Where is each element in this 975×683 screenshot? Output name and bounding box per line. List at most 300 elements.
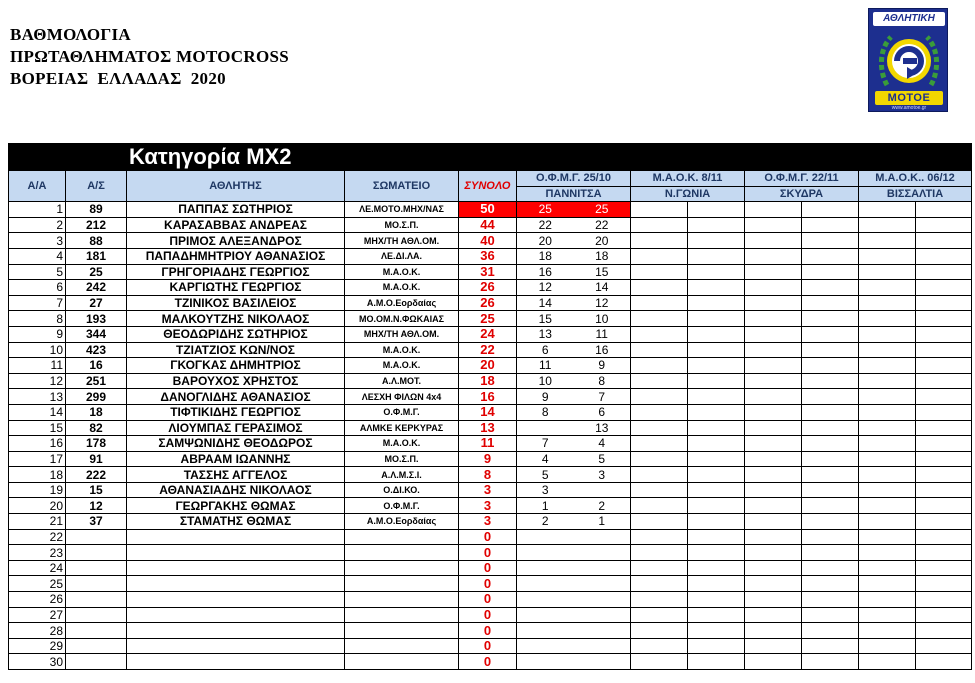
row-event-2-race-2 [688,404,745,420]
row-event-2-race-1 [631,389,688,405]
standings-table [8,143,972,670]
row-event-3-race-2 [802,467,859,483]
row-event-4-race-2 [916,529,972,545]
row-event-4-race-2 [916,217,972,233]
row-athlete-name: ΜΑΛΚΟΥΤΖΗΣ ΝΙΚΟΛΑΟΣ [127,311,345,327]
row-event-4-race-2 [916,498,972,514]
row-event-2-race-2 [688,436,745,452]
row-event-3-race-1 [745,295,802,311]
row-event-4-race-2 [916,436,972,452]
row-club [345,545,459,561]
row-rider-number: 178 [66,436,127,452]
row-event-2-race-2 [688,358,745,374]
row-total: 8 [459,467,517,483]
event-4-org: Μ.Α.Ο.Κ.. 06/12 [859,171,972,187]
row-event-3-race-2 [802,420,859,436]
table-row [9,576,972,592]
row-rider-number: 181 [66,248,127,264]
row-event-1-race-1: 3 [517,482,574,498]
row-event-3-race-2 [802,373,859,389]
row-event-3-race-1 [745,592,802,608]
row-event-3-race-1 [745,607,802,623]
row-event-1-race-1: 1 [517,498,574,514]
row-total: 26 [459,280,517,296]
row-event-1-race-1: 4 [517,451,574,467]
row-event-2-race-2 [688,202,745,218]
row-rider-number [66,545,127,561]
row-event-1-race-2: 1 [574,514,631,530]
row-position: 21 [9,514,66,530]
row-total: 0 [459,654,517,670]
row-event-1-race-1: 7 [517,436,574,452]
row-event-2-race-2 [688,420,745,436]
row-position: 11 [9,358,66,374]
row-event-4-race-2 [916,514,972,530]
table-row [9,233,972,249]
row-event-4-race-2 [916,404,972,420]
row-event-2-race-2 [688,607,745,623]
row-athlete-name: ΔΑΝΟΓΛΙΔΗΣ ΑΘΑΝΑΣΙΟΣ [127,389,345,405]
row-event-2-race-2 [688,217,745,233]
row-event-2-race-2 [688,576,745,592]
row-event-3-race-1 [745,482,802,498]
row-event-4-race-2 [916,311,972,327]
row-event-2-race-1 [631,202,688,218]
row-event-2-race-1 [631,467,688,483]
col-header-total: ΣΥΝΟΛΟ [459,171,517,202]
row-athlete-name: ΒΑΡΟΥΧΟΣ ΧΡΗΣΤΟΣ [127,373,345,389]
table-row [9,373,972,389]
row-total: 18 [459,373,517,389]
row-event-2-race-2 [688,248,745,264]
table-row [9,295,972,311]
row-event-3-race-1 [745,498,802,514]
row-event-1-race-2: 25 [574,202,631,218]
row-event-4-race-2 [916,233,972,249]
row-event-3-race-1 [745,545,802,561]
row-event-3-race-1 [745,202,802,218]
row-position: 15 [9,420,66,436]
row-event-4-race-1 [859,545,916,561]
row-total: 14 [459,404,517,420]
row-event-1-race-2: 10 [574,311,631,327]
row-club [345,592,459,608]
row-club: ΛΕ.ΜΟΤΟ.ΜΗΧ/ΝΑΣ [345,202,459,218]
table-row [9,389,972,405]
row-event-3-race-1 [745,326,802,342]
row-club: ΜΗΧ/ΤΗ ΑΘΛ.ΟΜ. [345,233,459,249]
row-event-3-race-2 [802,654,859,670]
row-event-3-race-1 [745,420,802,436]
row-event-4-race-2 [916,592,972,608]
row-event-3-race-2 [802,607,859,623]
row-event-1-race-1: 6 [517,342,574,358]
table-row [9,638,972,654]
row-event-4-race-1 [859,467,916,483]
row-event-3-race-1 [745,358,802,374]
row-club: Μ.Α.Ο.Κ. [345,280,459,296]
table-row [9,436,972,452]
row-event-2-race-1 [631,217,688,233]
row-rider-number: 242 [66,280,127,296]
row-event-1-race-2: 7 [574,389,631,405]
row-event-4-race-2 [916,373,972,389]
col-header-club: ΣΩΜΑΤΕΙΟ [345,171,459,202]
row-event-1-race-1 [517,576,574,592]
event-4-place: ΒΙΣΣΑΛΤΙΑ [859,186,972,202]
table-row [9,560,972,576]
col-header-aa: Α/Α [9,171,66,202]
table-row [9,264,972,280]
row-event-3-race-2 [802,638,859,654]
logo-bottom-text: MOTOE [875,91,943,105]
row-event-3-race-2 [802,576,859,592]
row-position: 9 [9,326,66,342]
row-position: 23 [9,545,66,561]
row-event-2-race-2 [688,233,745,249]
row-rider-number: 88 [66,233,127,249]
row-event-3-race-2 [802,592,859,608]
row-event-1-race-1: 15 [517,311,574,327]
row-event-4-race-1 [859,654,916,670]
row-event-4-race-2 [916,482,972,498]
row-rider-number [66,607,127,623]
row-athlete-name: ΣΤΑΜΑΤΗΣ ΘΩΜΑΣ [127,514,345,530]
title-line-1: ΒΑΘΜΟΛΟΓΙΑ [10,25,132,44]
row-event-3-race-1 [745,248,802,264]
row-athlete-name: ΚΑΡΑΣΑΒΒΑΣ ΑΝΔΡΕΑΣ [127,217,345,233]
row-club: ΜΟ.Σ.Π. [345,217,459,233]
row-event-2-race-2 [688,467,745,483]
row-event-2-race-1 [631,482,688,498]
row-event-2-race-2 [688,654,745,670]
row-event-2-race-2 [688,482,745,498]
row-event-2-race-1 [631,607,688,623]
table-row [9,217,972,233]
document-title [10,24,289,90]
logo-top-text: ΑΘΛΗΤΙΚΗ [873,12,945,26]
row-event-3-race-2 [802,560,859,576]
row-event-4-race-1 [859,217,916,233]
row-event-4-race-1 [859,295,916,311]
row-event-4-race-1 [859,233,916,249]
row-event-3-race-2 [802,529,859,545]
row-event-3-race-1 [745,280,802,296]
row-rider-number: 251 [66,373,127,389]
row-event-1-race-2 [574,638,631,654]
row-rider-number: 344 [66,326,127,342]
row-rider-number [66,654,127,670]
row-event-1-race-2: 15 [574,264,631,280]
row-event-2-race-1 [631,545,688,561]
row-event-4-race-1 [859,342,916,358]
row-athlete-name: ΠΑΠΑΔΗΜΗΤΡΙΟΥ ΑΘΑΝΑΣΙΟΣ [127,248,345,264]
row-event-2-race-1 [631,451,688,467]
row-event-2-race-1 [631,248,688,264]
row-position: 1 [9,202,66,218]
row-position: 17 [9,451,66,467]
row-event-1-race-2: 2 [574,498,631,514]
row-rider-number: 299 [66,389,127,405]
row-event-2-race-2 [688,389,745,405]
row-event-2-race-2 [688,560,745,576]
row-event-2-race-1 [631,436,688,452]
row-position: 18 [9,467,66,483]
row-athlete-name: ΓΕΩΡΓΑΚΗΣ ΘΩΜΑΣ [127,498,345,514]
row-event-1-race-1: 11 [517,358,574,374]
row-club [345,638,459,654]
row-position: 26 [9,592,66,608]
row-event-3-race-1 [745,529,802,545]
row-event-3-race-1 [745,217,802,233]
row-total: 31 [459,264,517,280]
row-event-4-race-1 [859,451,916,467]
row-event-1-race-2: 9 [574,358,631,374]
row-event-4-race-1 [859,311,916,327]
row-event-3-race-1 [745,264,802,280]
row-club: ΜΟ.ΟΜ.Ν.ΦΩΚΑΙΑΣ [345,311,459,327]
row-event-3-race-2 [802,280,859,296]
row-rider-number: 222 [66,467,127,483]
row-club: Α.Λ.Μ.Σ.Ι. [345,467,459,483]
row-event-3-race-2 [802,498,859,514]
title-line-2: ΠΡΩΤΑΘΛΗΜΑΤΟΣ MOTOCROSS [10,47,289,66]
row-event-2-race-1 [631,342,688,358]
row-position: 25 [9,576,66,592]
row-rider-number: 25 [66,264,127,280]
table-row [9,280,972,296]
row-event-1-race-2: 11 [574,326,631,342]
row-event-2-race-2 [688,498,745,514]
row-event-4-race-2 [916,248,972,264]
row-event-4-race-2 [916,295,972,311]
row-total: 13 [459,420,517,436]
row-event-3-race-2 [802,514,859,530]
row-event-1-race-2 [574,560,631,576]
row-event-3-race-1 [745,436,802,452]
row-position: 20 [9,498,66,514]
row-event-4-race-2 [916,389,972,405]
row-event-2-race-2 [688,514,745,530]
row-rider-number [66,623,127,639]
row-total: 44 [459,217,517,233]
row-club: Μ.Α.Ο.Κ. [345,358,459,374]
row-event-4-race-1 [859,420,916,436]
row-athlete-name [127,576,345,592]
row-event-3-race-1 [745,638,802,654]
row-event-4-race-1 [859,280,916,296]
row-event-1-race-2: 18 [574,248,631,264]
row-event-2-race-1 [631,233,688,249]
row-event-1-race-1: 18 [517,248,574,264]
row-total: 22 [459,342,517,358]
row-event-2-race-1 [631,623,688,639]
row-event-2-race-2 [688,592,745,608]
table-row [9,451,972,467]
row-event-4-race-1 [859,529,916,545]
row-event-1-race-2 [574,607,631,623]
row-position: 2 [9,217,66,233]
row-event-2-race-2 [688,545,745,561]
row-event-3-race-2 [802,545,859,561]
row-club [345,560,459,576]
row-total: 0 [459,607,517,623]
logo-url: www.amotoe.gr [891,105,927,111]
category-row [9,144,972,171]
row-athlete-name: ΠΑΠΠΑΣ ΣΩΤΗΡΙΟΣ [127,202,345,218]
row-event-1-race-1: 14 [517,295,574,311]
table-row [9,311,972,327]
row-event-4-race-2 [916,545,972,561]
row-total: 26 [459,295,517,311]
row-position: 16 [9,436,66,452]
row-athlete-name: ΛΙΟΥΜΠΑΣ ΓΕΡΑΣΙΜΟΣ [127,420,345,436]
row-position: 3 [9,233,66,249]
row-athlete-name: ΓΚΟΓΚΑΣ ΔΗΜΗΤΡΙΟΣ [127,358,345,374]
row-rider-number: 91 [66,451,127,467]
row-club: Α.Μ.Ο.Εορδαίας [345,514,459,530]
event-1-place: ΠΑΝΝΙΤΣΑ [517,186,631,202]
row-total: 40 [459,233,517,249]
row-rider-number: 16 [66,358,127,374]
row-event-3-race-2 [802,451,859,467]
row-event-3-race-1 [745,311,802,327]
table-row [9,467,972,483]
row-position: 7 [9,295,66,311]
row-event-3-race-2 [802,217,859,233]
row-event-2-race-1 [631,560,688,576]
row-club [345,576,459,592]
table-row [9,607,972,623]
row-event-2-race-1 [631,529,688,545]
row-event-4-race-1 [859,482,916,498]
row-total: 0 [459,623,517,639]
row-position: 13 [9,389,66,405]
row-event-1-race-1 [517,545,574,561]
row-rider-number: 27 [66,295,127,311]
col-header-as: Α/Σ [66,171,127,202]
row-rider-number [66,560,127,576]
row-club [345,654,459,670]
row-event-1-race-2 [574,654,631,670]
row-event-1-race-2: 5 [574,451,631,467]
row-event-3-race-2 [802,264,859,280]
row-event-4-race-1 [859,498,916,514]
row-event-3-race-1 [745,233,802,249]
row-club: Α.Λ.ΜΟΤ. [345,373,459,389]
row-athlete-name [127,560,345,576]
row-athlete-name [127,592,345,608]
row-event-1-race-2: 6 [574,404,631,420]
row-event-3-race-1 [745,373,802,389]
row-rider-number: 423 [66,342,127,358]
row-event-4-race-1 [859,607,916,623]
col-header-athlete: ΑΘΛΗΤΗΣ [127,171,345,202]
row-event-4-race-1 [859,436,916,452]
row-rider-number: 12 [66,498,127,514]
row-event-1-race-1: 10 [517,373,574,389]
row-athlete-name [127,623,345,639]
row-total: 0 [459,592,517,608]
row-rider-number [66,576,127,592]
row-athlete-name: ΑΒΡΑΑΜ ΙΩΑΝΝΗΣ [127,451,345,467]
table-row [9,404,972,420]
row-event-2-race-1 [631,358,688,374]
row-event-2-race-2 [688,638,745,654]
row-club: ΜΗΧ/ΤΗ ΑΘΛ.ΟΜ. [345,326,459,342]
row-event-4-race-1 [859,389,916,405]
row-total: 3 [459,514,517,530]
row-position: 4 [9,248,66,264]
row-rider-number [66,529,127,545]
event-3-place: ΣΚΥΔΡΑ [745,186,859,202]
row-event-1-race-1 [517,420,574,436]
row-club [345,607,459,623]
header-row-1 [9,171,972,187]
row-position: 8 [9,311,66,327]
row-event-2-race-1 [631,404,688,420]
row-event-4-race-2 [916,623,972,639]
row-event-2-race-2 [688,295,745,311]
row-event-3-race-2 [802,389,859,405]
row-rider-number: 193 [66,311,127,327]
row-event-3-race-1 [745,576,802,592]
row-rider-number: 82 [66,420,127,436]
row-event-2-race-2 [688,373,745,389]
row-event-3-race-2 [802,342,859,358]
row-event-4-race-1 [859,202,916,218]
row-club [345,623,459,639]
table-row [9,420,972,436]
row-event-4-race-1 [859,576,916,592]
row-event-1-race-1 [517,592,574,608]
row-rider-number [66,638,127,654]
row-event-4-race-2 [916,280,972,296]
row-event-3-race-2 [802,202,859,218]
row-event-3-race-2 [802,248,859,264]
row-position: 27 [9,607,66,623]
row-event-3-race-1 [745,514,802,530]
row-club [345,529,459,545]
row-event-1-race-1: 22 [517,217,574,233]
row-event-4-race-2 [916,607,972,623]
row-event-2-race-2 [688,451,745,467]
row-event-4-race-2 [916,358,972,374]
row-position: 24 [9,560,66,576]
row-event-2-race-2 [688,342,745,358]
row-athlete-name: ΠΡΙΜΟΣ ΑΛΕΞΑΝΔΡΟΣ [127,233,345,249]
row-event-1-race-2: 3 [574,467,631,483]
row-event-3-race-2 [802,482,859,498]
row-event-1-race-1: 20 [517,233,574,249]
row-event-3-race-1 [745,451,802,467]
row-event-1-race-2: 8 [574,373,631,389]
row-total: 25 [459,311,517,327]
row-position: 12 [9,373,66,389]
row-event-3-race-1 [745,623,802,639]
row-athlete-name [127,529,345,545]
row-event-1-race-1 [517,607,574,623]
row-rider-number: 15 [66,482,127,498]
row-position: 29 [9,638,66,654]
row-event-2-race-2 [688,264,745,280]
row-position: 19 [9,482,66,498]
row-event-4-race-2 [916,420,972,436]
row-event-1-race-1: 9 [517,389,574,405]
row-event-2-race-1 [631,373,688,389]
row-total: 3 [459,498,517,514]
row-event-1-race-2: 16 [574,342,631,358]
